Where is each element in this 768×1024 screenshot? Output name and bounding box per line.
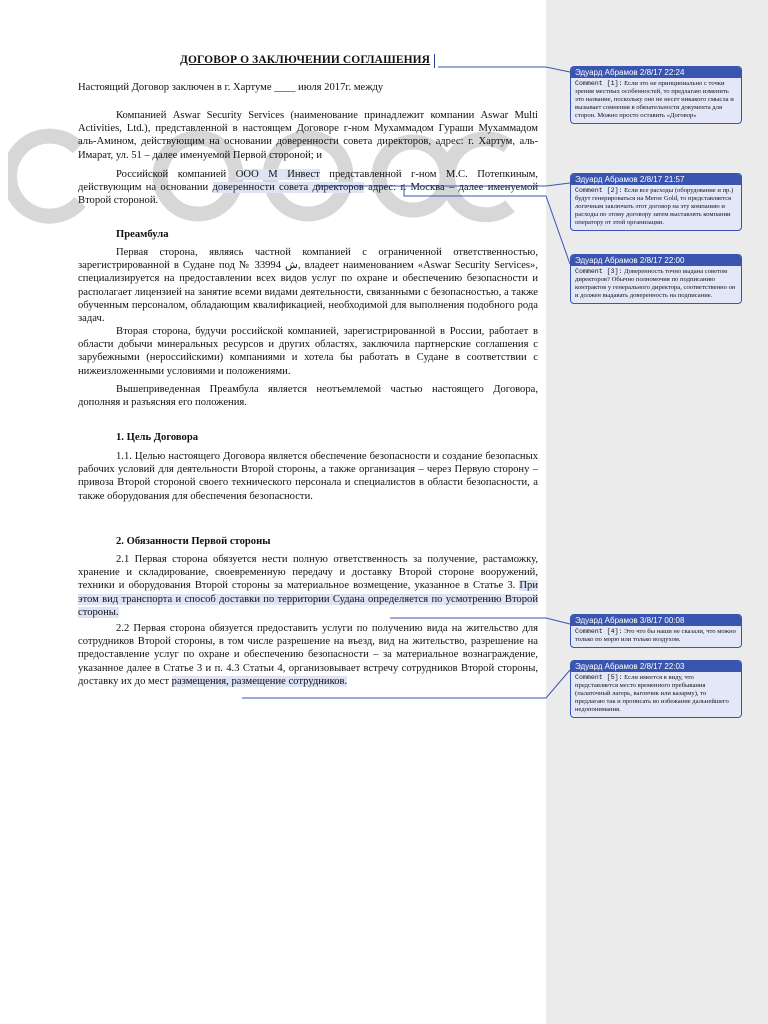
section-1-paragraph-1: 1.1. Целью настоящего Договора является обеспечение безопасности и создание безопасных рабочих условий для деятельности Второй стороны, а также организация – через Первую сторону – привоза Второй стороной своего технического персонала и специалистов в области безопасности, а также оборудования для обеспечения безопасности. xyxy=(78,451,538,502)
section-2-1-commented-text[interactable]: При этом вид транспорта и способ доставки по территории Судана определяется по усмотрению Второй стороны. xyxy=(78,580,538,618)
party-two-paragraph xyxy=(78,168,538,208)
comment-2-text: Если все расходы (оборудование и пр.) будут генерироваться на Meroe Gold, то представляется логичным заключать этот договор на эту компанию и расходы по этому договору затем выставлять компании оператору от этой организации. xyxy=(575,187,734,227)
comment-5-header: Эдуард Абрамов 2/8/17 22:03 xyxy=(571,661,741,672)
comment-4-tag: Comment [4]: xyxy=(575,628,623,635)
section-2-2-commented-text[interactable]: размещения, размещение сотрудников. xyxy=(171,675,348,687)
comment-anchor-1 xyxy=(434,54,438,68)
party-two-company[interactable]: ООО М Инвест xyxy=(235,169,320,180)
comment-2[interactable] xyxy=(570,173,742,231)
comment-1[interactable] xyxy=(570,66,742,124)
preamble-paragraph-3: Вышеприведенная Преамбула является неотъемлемой частью настоящего Договора, дополняя и разъясняя его положения. xyxy=(78,384,538,409)
preamble-heading: Преамбула xyxy=(116,229,169,240)
party-two-text-mid: представленной г-ном М.С. Потепкиным, действующим на основании xyxy=(78,169,539,194)
comment-1-header: Эдуард Абрамов 2/8/17 22:24 xyxy=(571,67,741,78)
comment-5-tag: Comment [5]: xyxy=(575,674,623,681)
comment-3-tag: Comment [3]: xyxy=(575,268,623,275)
comment-1-tag: Comment [1]: xyxy=(575,80,623,87)
comment-5-body xyxy=(571,672,741,717)
section-2-paragraph-2 xyxy=(78,622,538,688)
comment-4[interactable] xyxy=(570,614,742,648)
intro-paragraph: Настоящий Договор заключен в г. Хартуме ____ июля 2017г. между xyxy=(78,82,384,93)
comment-2-tag: Comment [2]: xyxy=(575,187,623,194)
comment-3-body xyxy=(571,266,741,303)
comment-3-text: Доверенность точно выдана советом директоров? Обычно полномочия по подписанию контрактов у генерального директора, соответственно он и должен выдавать доверенность на подписание. xyxy=(575,268,736,300)
comment-4-text: Это что бы наши не сказали, что можно только по морю или только воздухом. xyxy=(575,628,736,644)
section-2-paragraph-1 xyxy=(78,553,538,619)
preamble-paragraph-1: Первая сторона, являясь частной компанией с ограниченной ответственностью, зарегистрированной в Судане под № ش 33994, владеет наименованием «Aswar Security Services», специализируется на предоставлении всех видов услуг по охране и обеспечению безопасности и располагает лицензией на занятие всеми видами деятельности, связанными с безопасностью, а также обученным персоналом, обладающим квалификацией, необходимой для выполнения подобного рода задач. xyxy=(78,247,538,325)
section-2-1-text: 2.1 Первая сторона обязуется нести полную ответственность за получение, растаможку, хранение и складирование, своевременную передачу и доставку Второй стороне вооружений, техники и оборудования Второй стороны за материальное возмещение, указанное в Статье 3. xyxy=(78,554,538,592)
document-title[interactable]: ДОГОВОР О ЗАКЛЮЧЕНИИ СОГЛАШЕНИЯ xyxy=(180,54,431,66)
comment-5[interactable] xyxy=(570,660,742,718)
comment-2-header: Эдуард Абрамов 2/8/17 21:57 xyxy=(571,174,741,185)
comment-1-body xyxy=(571,78,741,123)
comment-1-text: Если это не принципиально с точки зрения местных особенностей, то предлагаю изменить это название, поскольку оно не несет никакого смысла и вызывает сомнения в обязательности документа для сторон. Можно просто оставить «Договор» xyxy=(575,80,734,120)
comment-5-text: Если имеется в виду, что представляется место временного пребывания (палаточный лагерь, вагончик или казарму), то предлагаю так и прописать во избежание дальнейшего недопонимания. xyxy=(575,674,729,714)
comments-pane xyxy=(546,0,768,1024)
section-1-heading: 1. Цель Договора xyxy=(116,432,199,443)
section-2-heading: 2. Обязанности Первой стороны xyxy=(116,536,271,547)
comment-4-body xyxy=(571,626,741,647)
comment-4-header: Эдуард Абрамов 3/8/17 00:08 xyxy=(571,615,741,626)
party-two-text-end: адрес: г. Москва – далее именуемой Второй стороной. xyxy=(78,182,539,207)
preamble-paragraph-2: Вторая сторона, будучи российской компанией, зарегистрированной в России, работает в области добычи минеральных ресурсов и других областях, заключила партнерские соглашения с зарубежными (нероссийскими) компаниями и хотела бы работать в Судане в соответствии с нижеизложенными условиями и положениями. xyxy=(78,326,538,377)
party-one-paragraph: Компанией Aswar Security Services (наименование принадлежит компании Aswar Multi Activities, Ltd.), представленной в настоящем Договоре г-ном Мухаммадом Гураши Мухаммадом аль-Амином, действующим на основании доверенности совета директоров, адрес: г. Хартум, аль-Имарат, ул. 51 – далее именуемой Первой стороной; и xyxy=(78,110,538,161)
party-two-text-start: Российской компанией xyxy=(116,169,236,180)
comment-3[interactable] xyxy=(570,254,742,304)
section-2-2-text: 2.2 Первая сторона обязуется предоставить услуги по получению вида на жительство для сотрудников Второй стороны, в том числе разрешение на въезд, вид на жительство, разрешение на предоставление услуг по охране и обеспечению безопасности – за материальное вознаграждение, указанное далее в Статье 3 и п. 4.3 Статьи 4, организовывает встречу сотрудников Второй стороны, доставку их до мест xyxy=(78,623,538,687)
party-two-basis[interactable]: доверенности совета директоров xyxy=(212,182,364,194)
comment-3-header: Эдуард Абрамов 2/8/17 22:00 xyxy=(571,255,741,266)
comment-2-body xyxy=(571,185,741,230)
